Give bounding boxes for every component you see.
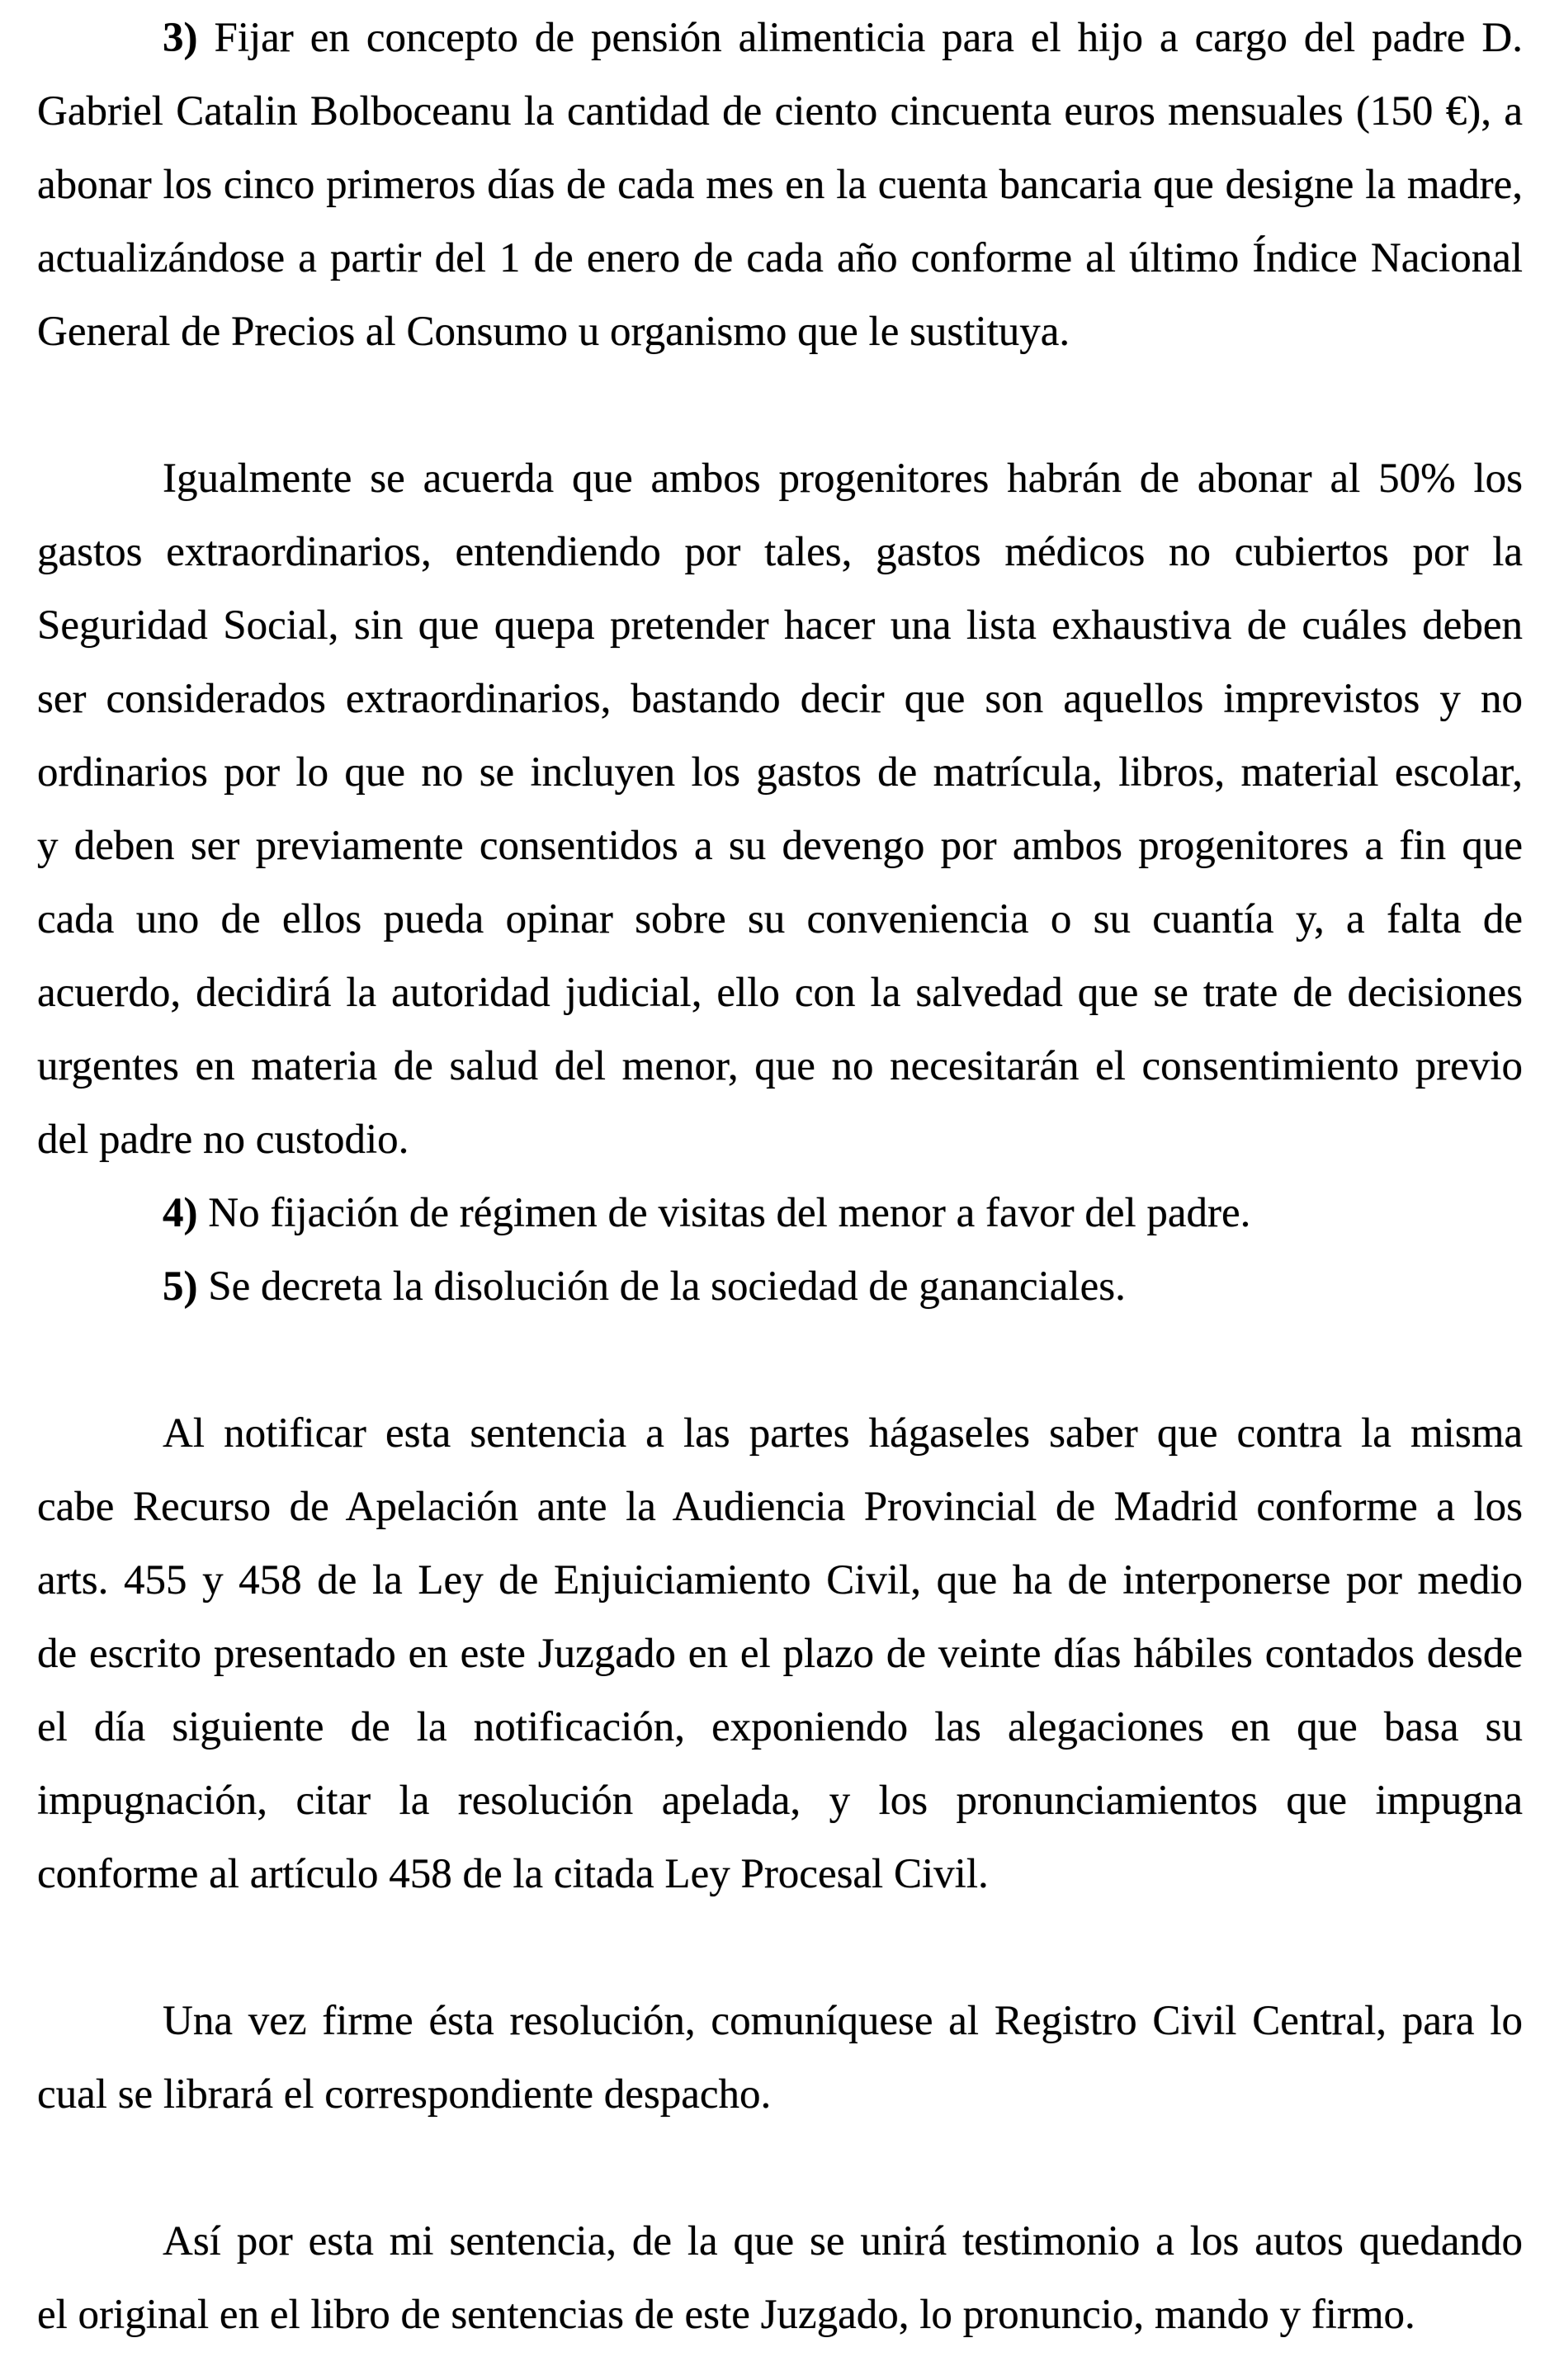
paragraph-sociedad-gananciales — [37, 1250, 1523, 1324]
text-line — [37, 2, 1523, 75]
text-line: ser considerados extraordinarios, bastando decir que son aquellos imprevistos y no — [37, 676, 1523, 722]
paragraph-cierre-sentencia — [37, 2205, 1523, 2352]
text-line: Así por esta mi sentencia, de la que se unirá testimonio a los autos quedando — [163, 2218, 1523, 2264]
text-line — [37, 1250, 1523, 1324]
text-line: abonar los cinco primeros días de cada mes en la cuenta bancaria que designe la madre, — [37, 162, 1523, 208]
text-line: el día siguiente de la notificación, exponiendo las alegaciones en que basa su — [37, 1704, 1523, 1750]
text-line: ordinarios por lo que no se incluyen los gastos de matrícula, libros, material escolar, — [37, 749, 1523, 796]
text-line: Seguridad Social, sin que quepa pretender hacer una lista exhaustiva de cuáles deben — [37, 602, 1523, 649]
item-number: 4) — [163, 1190, 198, 1236]
paragraph-registro-civil — [37, 1985, 1523, 2132]
text-line-rest: Se decreta la disolución de la sociedad de gananciales. — [197, 1263, 1126, 1310]
paragraph-recurso-apelacion — [37, 1397, 1523, 1911]
text-line: el original en el libro de sentencias de este Juzgado, lo pronuncio, mando y firmo. — [37, 2292, 1415, 2338]
text-line: de escrito presentado en este Juzgado en el plazo de veinte días hábiles contados desde — [37, 1631, 1523, 1677]
text-line-rest: Fijar en concepto de pensión alimenticia para el hijo a cargo del padre D. — [197, 15, 1523, 61]
text-line: impugnación, citar la resolución apelada, y los pronunciamientos que impugna — [37, 1778, 1523, 1824]
item-number: 5) — [163, 1263, 198, 1310]
text-line: cual se librará el correspondiente despacho. — [37, 2071, 772, 2118]
paragraph-pension-alimenticia — [37, 2, 1523, 369]
text-line: y deben ser previamente consentidos a su devengo por ambos progenitores a fin que — [37, 823, 1523, 869]
text-line: del padre no custodio. — [37, 1117, 409, 1163]
text-line: General de Precios al Consumo u organismo que le sustituya. — [37, 309, 1070, 355]
text-line: cabe Recurso de Apelación ante la Audiencia Provincial de Madrid conforme a los — [37, 1484, 1523, 1530]
paragraph-regimen-visitas — [37, 1177, 1523, 1250]
text-line: Igualmente se acuerda que ambos progenitores habrán de abonar al 50% los — [163, 456, 1523, 502]
item-number: 3) — [163, 15, 198, 61]
text-line: conforme al artículo 458 de la citada Ley Procesal Civil. — [37, 1851, 989, 1897]
text-line: Una vez firme ésta resolución, comuníquese al Registro Civil Central, para lo — [163, 1998, 1523, 2044]
text-line: Al notificar esta sentencia a las partes hágaseles saber que contra la misma — [163, 1410, 1523, 1457]
text-line: cada uno de ellos pueda opinar sobre su conveniencia o su cuantía y, a falta de — [37, 896, 1523, 942]
text-line: acuerdo, decidirá la autoridad judicial, ello con la salvedad que se trate de decisiones — [37, 970, 1523, 1016]
text-line: urgentes en materia de salud del menor, que no necesitarán el consentimiento previo — [37, 1043, 1523, 1089]
text-line: gastos extraordinarios, entendiendo por tales, gastos médicos no cubiertos por la — [37, 529, 1523, 575]
text-line — [37, 1177, 1523, 1250]
text-line: actualizándose a partir del 1 de enero de cada año conforme al último Índice Nacional — [37, 235, 1523, 281]
paragraph-gastos-extraordinarios — [37, 442, 1523, 1177]
text-line: Gabriel Catalin Bolboceanu la cantidad de ciento cincuenta euros mensuales (150 €), a — [37, 88, 1523, 135]
text-line: arts. 455 y 458 de la Ley de Enjuiciamiento Civil, que ha de interponerse por medio — [37, 1557, 1523, 1603]
text-line-rest: No fijación de régimen de visitas del menor a favor del padre. — [197, 1190, 1251, 1236]
